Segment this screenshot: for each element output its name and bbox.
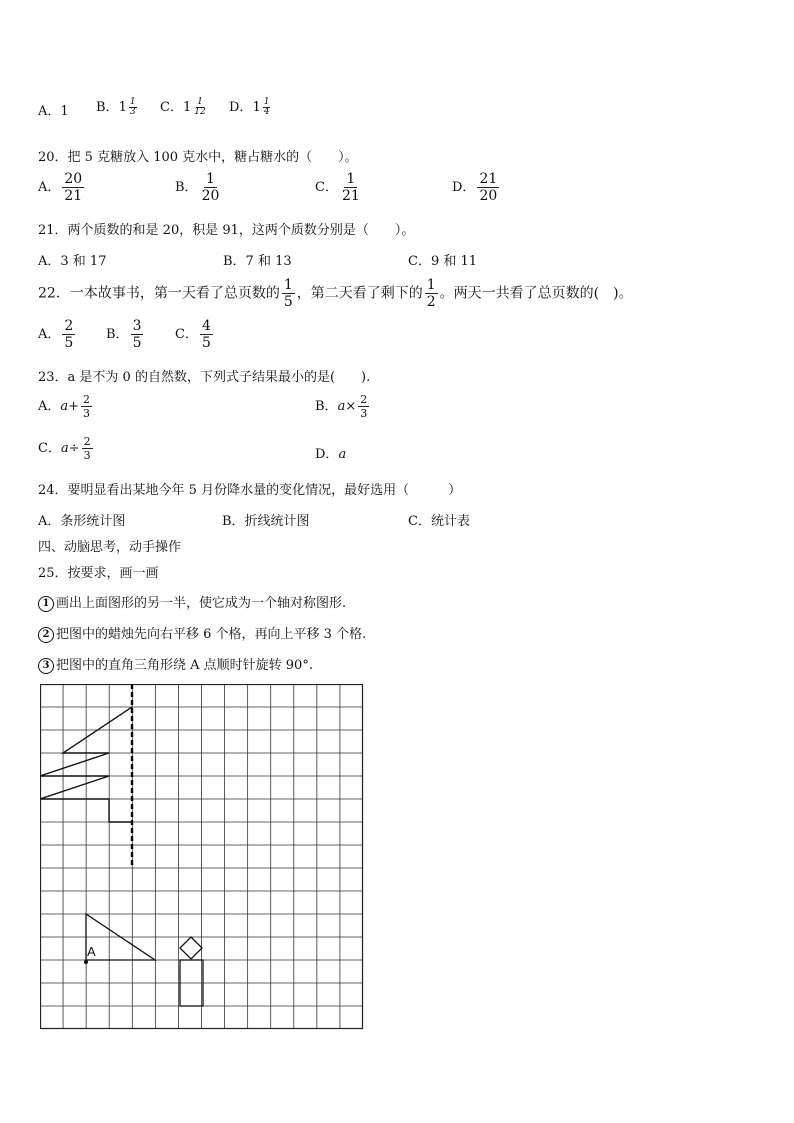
q20-option-c-den: 21 bbox=[341, 188, 360, 204]
drawing-grid[interactable] bbox=[40, 684, 364, 1030]
q19-option-d-label: D． bbox=[229, 100, 253, 115]
q24-option-b: B．折线统计图 bbox=[222, 514, 310, 529]
q23-option-a-num: 2 bbox=[83, 393, 91, 406]
q22-option-b-fraction bbox=[131, 319, 144, 350]
q22-option-a-den: 5 bbox=[64, 335, 74, 351]
q21-option-c: C．9 和 11 bbox=[408, 254, 478, 269]
q22-option-c-label: C． bbox=[175, 327, 198, 342]
q22-option-a-fraction bbox=[62, 319, 75, 350]
q22-fraction-1 bbox=[282, 278, 295, 309]
q19-option-c-den: 12 bbox=[194, 107, 206, 117]
q19-option-b-label: B． bbox=[96, 100, 119, 115]
q20-option-d-label: D． bbox=[452, 180, 476, 195]
q19-option-c-label: C． bbox=[160, 100, 183, 115]
q22-part3: 。两天一共看了总页数的( )。 bbox=[439, 285, 633, 302]
q19-option-a-label: A． bbox=[38, 104, 61, 119]
q22-option-b-num: 3 bbox=[132, 318, 142, 334]
q23-option-a-label: A． bbox=[38, 399, 61, 414]
section-4-title: 四、动脑思考，动手操作 bbox=[38, 540, 182, 555]
q19-option-d-num: 1 bbox=[263, 97, 270, 107]
q23-option-b-den: 3 bbox=[360, 407, 368, 420]
q25-text: 25．按要求，画一画 bbox=[38, 566, 159, 581]
q21-option-b: B．7 和 13 bbox=[223, 254, 292, 269]
q23-option-c-num: 2 bbox=[83, 435, 91, 448]
q20-option-a-den: 21 bbox=[64, 188, 83, 204]
q23-option-d bbox=[315, 443, 346, 462]
q23-option-a bbox=[38, 394, 94, 419]
q20-option-b-fraction bbox=[200, 172, 222, 203]
q22-option-c bbox=[175, 319, 215, 350]
q20-option-c-num: 1 bbox=[346, 171, 356, 187]
q19-option-d bbox=[229, 96, 272, 117]
q19-option-c-fraction bbox=[193, 98, 206, 117]
q22-part2: ，第二天看了剩下的 bbox=[296, 285, 423, 302]
q25-step-1-text: 画出上面图形的另一半，使它成为一个轴对称图形. bbox=[56, 596, 347, 611]
q25-step-1 bbox=[38, 592, 346, 612]
step-2-number-icon: 2 bbox=[38, 627, 54, 643]
q23-option-d-expr: a bbox=[338, 447, 347, 462]
q22-option-a-num: 2 bbox=[64, 318, 74, 334]
q19-option-d-den: 4 bbox=[263, 107, 270, 117]
q24-option-c: C．统计表 bbox=[408, 514, 470, 529]
q22-option-c-num: 4 bbox=[201, 318, 211, 334]
q23-option-c-label: C． bbox=[38, 441, 61, 456]
q19-option-a bbox=[38, 100, 69, 119]
q22-text bbox=[38, 278, 633, 309]
q20-option-c bbox=[315, 172, 364, 203]
q22-option-b-den: 5 bbox=[132, 335, 142, 351]
q23-option-a-expr: a+ bbox=[60, 399, 80, 414]
q19-option-c-whole: 1 bbox=[182, 100, 192, 115]
q19-option-b-num: 1 bbox=[129, 97, 136, 107]
q20-option-d-num: 21 bbox=[479, 171, 498, 187]
q23-option-c bbox=[38, 436, 95, 461]
q19-option-b-whole: 1 bbox=[118, 100, 127, 115]
q20-option-c-fraction bbox=[340, 172, 362, 203]
q19-option-b bbox=[96, 96, 139, 117]
q22-fraction-1-den: 5 bbox=[283, 294, 293, 310]
q20-option-a-num: 20 bbox=[64, 171, 83, 187]
q23-text: 23．a 是不为 0 的自然数，下列式子结果最小的是( ). bbox=[38, 370, 371, 385]
q23-option-c-expr: a÷ bbox=[60, 441, 80, 456]
q22-option-c-den: 5 bbox=[201, 335, 211, 351]
step-1-number-icon: 1 bbox=[38, 596, 54, 612]
q22-part1: 22．一本故事书，第一天看了总页数的 bbox=[38, 285, 280, 302]
q20-option-b-den: 20 bbox=[201, 188, 220, 204]
q19-option-b-fraction bbox=[129, 98, 137, 117]
q23-option-a-fraction bbox=[81, 394, 92, 419]
q23-option-b-num: 2 bbox=[360, 393, 368, 406]
q21-option-a: A．3 和 17 bbox=[38, 254, 107, 269]
q22-fraction-2-num: 1 bbox=[426, 277, 436, 293]
q22-option-b-label: B． bbox=[106, 327, 129, 342]
q19-option-b-den: 3 bbox=[129, 107, 136, 117]
q20-option-c-label: C． bbox=[315, 180, 338, 195]
q22-fraction-2-den: 2 bbox=[426, 294, 436, 310]
q20-option-a-fraction bbox=[62, 172, 84, 203]
q19-option-d-fraction bbox=[263, 98, 271, 117]
q23-option-c-den: 3 bbox=[83, 449, 91, 462]
q23-option-b-label: B． bbox=[315, 399, 338, 414]
q21-text: 21．两个质数的和是 20，积是 91，这两个质数分别是（ ）。 bbox=[38, 223, 415, 238]
q20-option-b-num: 1 bbox=[206, 171, 215, 187]
q19-option-c-num: 1 bbox=[197, 97, 203, 107]
step-3-number-icon: 3 bbox=[38, 658, 54, 674]
q24-text: 24．要明显看出某地今年 5 月份降水量的变化情况，最好选用（ ） bbox=[38, 483, 462, 498]
q25-step-3 bbox=[38, 654, 313, 674]
q23-option-b-expr: a× bbox=[337, 399, 357, 414]
q20-option-d-den: 20 bbox=[479, 188, 498, 204]
point-a-dot bbox=[84, 960, 88, 964]
q23-option-a-den: 3 bbox=[83, 407, 91, 420]
q22-option-a bbox=[38, 319, 77, 350]
q20-option-a-label: A． bbox=[38, 180, 61, 195]
q23-option-b bbox=[315, 394, 371, 419]
q22-fraction-2 bbox=[425, 278, 438, 309]
q25-step-2-text: 把图中的蜡烛先向右平移 6 个格，再向上平移 3 个格. bbox=[56, 627, 367, 642]
candle-flame-icon bbox=[180, 937, 202, 959]
q23-option-b-fraction bbox=[358, 394, 369, 419]
point-a-label: A bbox=[87, 944, 96, 959]
q24-option-a: A．条形统计图 bbox=[38, 514, 126, 529]
q23-option-c-fraction bbox=[82, 436, 93, 461]
q19-option-c bbox=[160, 96, 209, 117]
q20-text: 20．把 5 克糖放入 100 克水中，糖占糖水的（ ）。 bbox=[38, 150, 358, 165]
q25-step-3-text: 把图中的直角三角形绕 A 点顺时针旋转 90°. bbox=[56, 658, 313, 673]
q19-option-d-whole: 1 bbox=[252, 100, 261, 115]
q20-option-b bbox=[175, 172, 223, 203]
q22-option-a-label: A． bbox=[38, 327, 61, 342]
q20-option-d bbox=[452, 172, 501, 203]
q22-fraction-1-num: 1 bbox=[283, 277, 293, 293]
q20-option-a bbox=[38, 172, 86, 203]
q23-option-d-label: D． bbox=[315, 447, 339, 462]
q22-option-b bbox=[106, 319, 145, 350]
q20-option-b-label: B． bbox=[175, 180, 198, 195]
q25-step-2 bbox=[38, 623, 366, 643]
q19-option-a-value: 1 bbox=[60, 104, 69, 119]
q20-option-d-fraction bbox=[477, 172, 499, 203]
q22-option-c-fraction bbox=[200, 319, 213, 350]
